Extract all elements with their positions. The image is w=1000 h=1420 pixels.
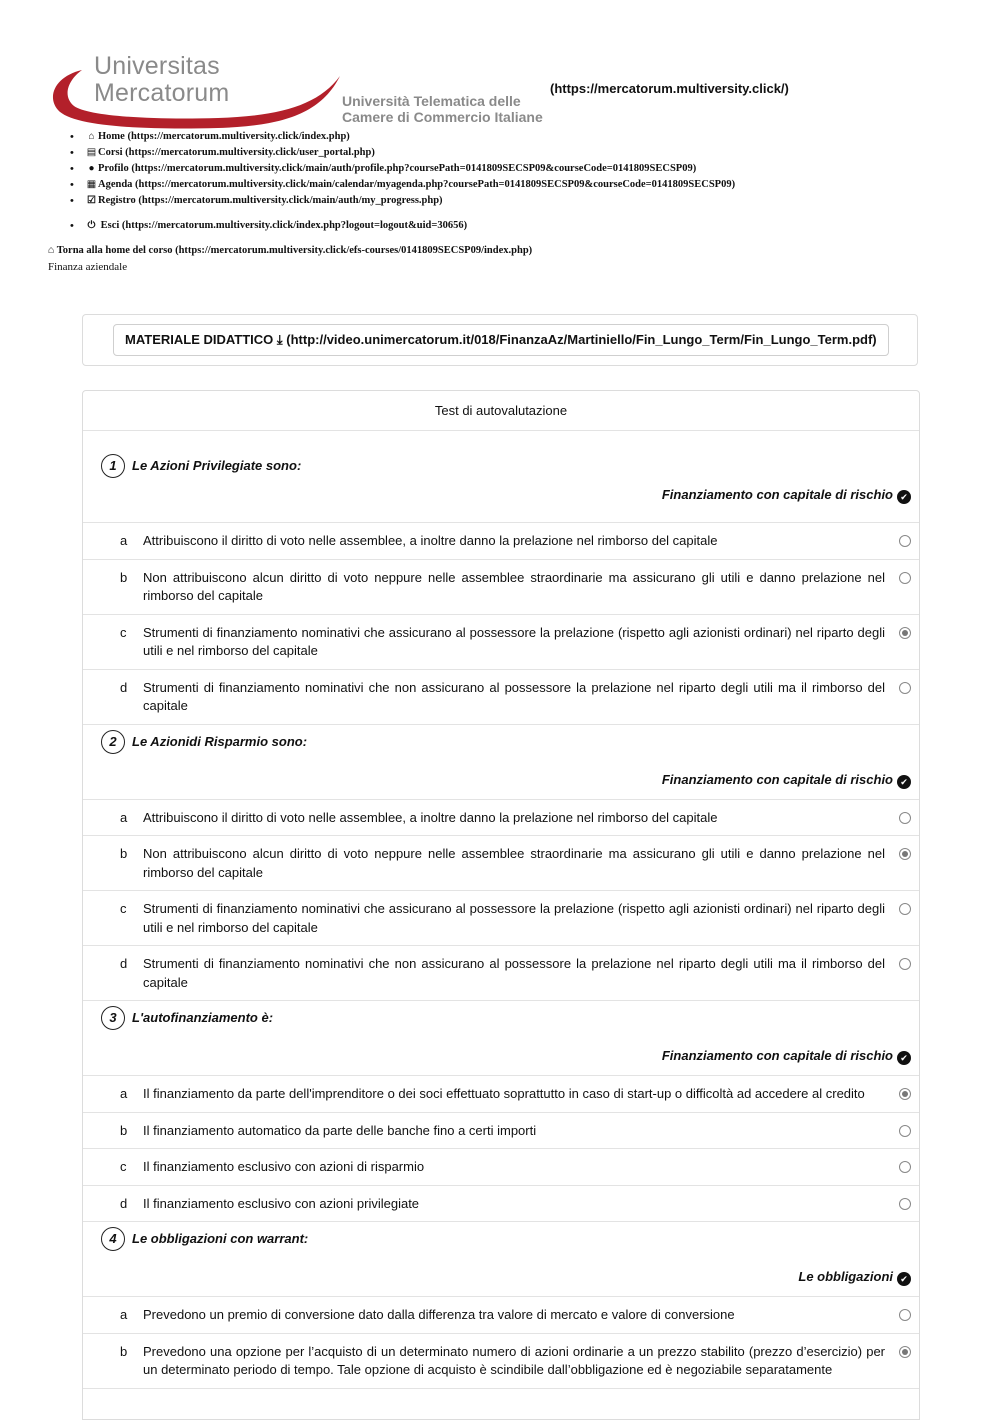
answer-radio[interactable] xyxy=(899,1198,911,1210)
quiz-panel xyxy=(82,390,920,1420)
answer-option[interactable] xyxy=(83,560,919,615)
answer-option[interactable] xyxy=(83,1186,919,1223)
nav-item-home[interactable] xyxy=(70,129,735,145)
category-label: Finanziamento con capitale di rischio xyxy=(661,487,893,502)
answer-letter: d xyxy=(120,679,128,695)
answer-radio[interactable] xyxy=(899,903,911,915)
answer-radio[interactable] xyxy=(899,535,911,547)
question-text: Le obbligazioni con warrant: xyxy=(132,1231,309,1246)
answer-letter: b xyxy=(120,846,128,861)
nav-item-agenda[interactable] xyxy=(70,177,735,193)
main-nav xyxy=(70,129,735,234)
category-label: Le obbligazioni xyxy=(798,1269,893,1284)
answer-letter: c xyxy=(120,901,127,916)
question-category xyxy=(83,761,919,799)
answer-option[interactable] xyxy=(83,670,919,725)
check-circle-icon: ✔ xyxy=(897,490,911,504)
question xyxy=(83,1001,919,1222)
answer-radio-selected[interactable] xyxy=(899,627,911,639)
answer-text: Attribuiscono il diritto di voto nelle assemblee, a inoltre danno la prelazione nel rimborso del capitale xyxy=(143,533,718,548)
nav-item-label: Home (https://mercatorum.multiversity.click/index.php) xyxy=(98,131,350,142)
question-number: 4 xyxy=(101,1227,125,1251)
calendar-icon: ▦ xyxy=(86,179,97,190)
answer-option[interactable] xyxy=(83,1076,919,1113)
answer-option[interactable] xyxy=(83,1113,919,1150)
nav-item-label: Registro (https://mercatorum.multiversity.click/main/auth/my_progress.php) xyxy=(98,195,443,206)
question-category xyxy=(83,485,919,522)
answer-text: Il finanziamento esclusivo con azioni privilegiate xyxy=(143,1195,420,1211)
category-label: Finanziamento con capitale di rischio xyxy=(661,771,893,787)
question-category xyxy=(83,1258,919,1296)
answer-radio-selected[interactable] xyxy=(899,1346,911,1358)
nav-item-label: Agenda (https://mercatorum.multiversity.click/main/calendar/myagenda.php?coursePath=0141809SECSP09&courseCode=0141809SECSP09) xyxy=(98,179,736,190)
category-label: Finanziamento con capitale di rischio xyxy=(661,1048,893,1063)
university-logo[interactable] xyxy=(48,52,548,132)
check-circle-icon: ✔ xyxy=(897,1272,911,1286)
course-name: Finanza aziendale xyxy=(48,261,128,273)
nav-item-esci[interactable] xyxy=(70,218,735,234)
answer-radio-selected[interactable] xyxy=(899,1088,911,1100)
question-text: Le Azionidi Risparmio sono: xyxy=(132,733,308,749)
answer-letter: a xyxy=(120,1086,128,1101)
material-panel xyxy=(82,314,918,366)
question-number: 3 xyxy=(101,1006,125,1030)
answer-text: Il finanziamento esclusivo con azioni di risparmio xyxy=(143,1159,425,1174)
answer-radio-selected[interactable] xyxy=(899,848,911,860)
answer-text: Attribuiscono il diritto di voto nelle assemblee, a inoltre danno la prelazione nel rimborso del capitale xyxy=(143,809,718,825)
nav-item-label: Esci (https://mercatorum.multiversity.click/index.php?logout=logout&uid=30656) xyxy=(100,220,468,231)
answer-radio[interactable] xyxy=(899,812,911,824)
material-download-button[interactable] xyxy=(113,324,889,356)
question-category xyxy=(83,1037,919,1075)
answer-text: Strumenti di finanziamento nominativi che assicurano al possessore la prelazione (rispetto agli azionisti ordinari) nel riparto degli utili e nel rimborso del capitale xyxy=(143,624,885,658)
answer-letter: a xyxy=(120,1307,128,1322)
answer-option[interactable] xyxy=(83,836,919,891)
question xyxy=(83,725,919,1002)
answer-radio[interactable] xyxy=(899,958,911,970)
user-icon: ● xyxy=(88,163,95,174)
answer-text: Prevedono un premio di conversione dato dalla differenza tra valore di mercato e valore di conversione xyxy=(143,1307,735,1322)
back-to-course-link[interactable] xyxy=(48,245,532,256)
answer-option[interactable] xyxy=(83,1334,919,1389)
answer-option[interactable] xyxy=(83,800,919,837)
answer-letter: c xyxy=(120,624,127,640)
answer-letter: a xyxy=(120,533,128,548)
question xyxy=(83,1222,919,1389)
site-url-link[interactable]: (https://mercatorum.multiversity.click/) xyxy=(550,81,789,96)
check-circle-icon: ✔ xyxy=(897,1051,911,1065)
answer-letter: d xyxy=(120,1195,128,1211)
home-icon: ⌂ xyxy=(88,131,95,142)
download-icon: ⤓ xyxy=(276,332,283,347)
logo-word-universitas: Universitas xyxy=(94,52,220,80)
nav-item-profilo[interactable] xyxy=(70,161,735,177)
answer-radio[interactable] xyxy=(899,682,911,694)
answer-letter: b xyxy=(120,1122,128,1138)
answer-radio[interactable] xyxy=(899,572,911,584)
answer-option[interactable] xyxy=(83,946,919,1001)
answer-letter: a xyxy=(120,809,128,825)
answer-text: Strumenti di finanziamento nominativi che non assicurano al possessore la prelazione nel riparto degli utili ma il rimborso del capitale xyxy=(143,956,885,990)
material-label: MATERIALE DIDATTICO xyxy=(125,332,274,347)
answer-option[interactable] xyxy=(83,1297,919,1334)
home-icon: ⌂ xyxy=(48,245,55,256)
answer-text: Il finanziamento da parte dell'imprenditore o dei soci effettuato soprattutto in caso di start-up o difficoltà ad accedere al credito xyxy=(143,1086,865,1101)
back-link-label: Torna alla home del corso (https://mercatorum.multiversity.click/efs-courses/0141809SECSP09/index.php) xyxy=(56,245,533,256)
nav-item-corsi[interactable] xyxy=(70,145,735,161)
answer-letter: c xyxy=(120,1159,127,1174)
answer-letter: b xyxy=(120,569,128,585)
check-circle-icon: ✔ xyxy=(897,775,911,789)
material-url: (http://video.unimercatorum.it/018/FinanzaAz/Martiniello/Fin_Lungo_Term/Fin_Lungo_Term.pdf) xyxy=(286,332,877,347)
question-text: Le Azioni Privilegiate sono: xyxy=(132,458,302,473)
nav-item-label: Profilo (https://mercatorum.multiversity.click/main/auth/profile.php?coursePath=0141809SECSP09&courseCode=0141809SECSP09) xyxy=(98,163,697,174)
logo-subtitle-line1: Università Telematica delle xyxy=(342,93,521,109)
logo-word-mercatorum: Mercatorum xyxy=(94,79,230,107)
power-icon: ⏻ xyxy=(87,220,96,231)
answer-radio[interactable] xyxy=(899,1309,911,1321)
nav-item-label: Corsi (https://mercatorum.multiversity.click/user_portal.php) xyxy=(98,147,375,158)
answer-text: Prevedono una opzione per l’acquisto di un determinato numero di azioni ordinarie a un prezzo stabilito (prezzo d’esercizio) per un determinato periodo di tempo. Tale opzione di acquisto è scindibile dall’obbligazione ed è negoziabile separatamente xyxy=(143,1343,885,1377)
answer-letter: d xyxy=(120,956,128,971)
answer-text: Il finanziamento automatico da parte delle banche fino a certi importi xyxy=(143,1122,537,1138)
answer-text: Non attribuiscono alcun diritto di voto neppure nelle assemblee straordinarie ma assicurano gli utili e danno prelazione nel rimborso del capitale xyxy=(143,569,885,603)
answer-option[interactable] xyxy=(83,615,919,670)
question xyxy=(83,431,919,725)
answer-text: Non attribuiscono alcun diritto di voto neppure nelle assemblee straordinarie ma assicurano gli utili e danno prelazione nel rimborso del capitale xyxy=(143,846,885,880)
answer-text: Strumenti di finanziamento nominativi che non assicurano al possessore la prelazione nel riparto degli utili ma il rimborso del capitale xyxy=(143,679,885,713)
answer-radio[interactable] xyxy=(899,1125,911,1137)
nav-item-registro[interactable] xyxy=(70,193,735,209)
answer-option[interactable] xyxy=(83,523,919,560)
answer-letter: b xyxy=(120,1343,128,1359)
question-number: 1 xyxy=(101,454,125,478)
answer-option[interactable] xyxy=(83,1149,919,1186)
answer-option[interactable] xyxy=(83,891,919,946)
checkbox-icon: ☑ xyxy=(87,195,96,206)
question-text: L'autofinanziamento è: xyxy=(132,1010,274,1025)
answer-radio[interactable] xyxy=(899,1161,911,1173)
book-icon: ▤ xyxy=(86,147,97,158)
logo-subtitle-line2: Camere di Commercio Italiane xyxy=(342,109,543,125)
question-number: 2 xyxy=(101,730,125,754)
quiz-title: Test di autovalutazione xyxy=(83,391,919,431)
answer-text: Strumenti di finanziamento nominativi che assicurano al possessore la prelazione (rispetto agli azionisti ordinari) nel riparto degli utili e nel rimborso del capitale xyxy=(143,901,885,935)
